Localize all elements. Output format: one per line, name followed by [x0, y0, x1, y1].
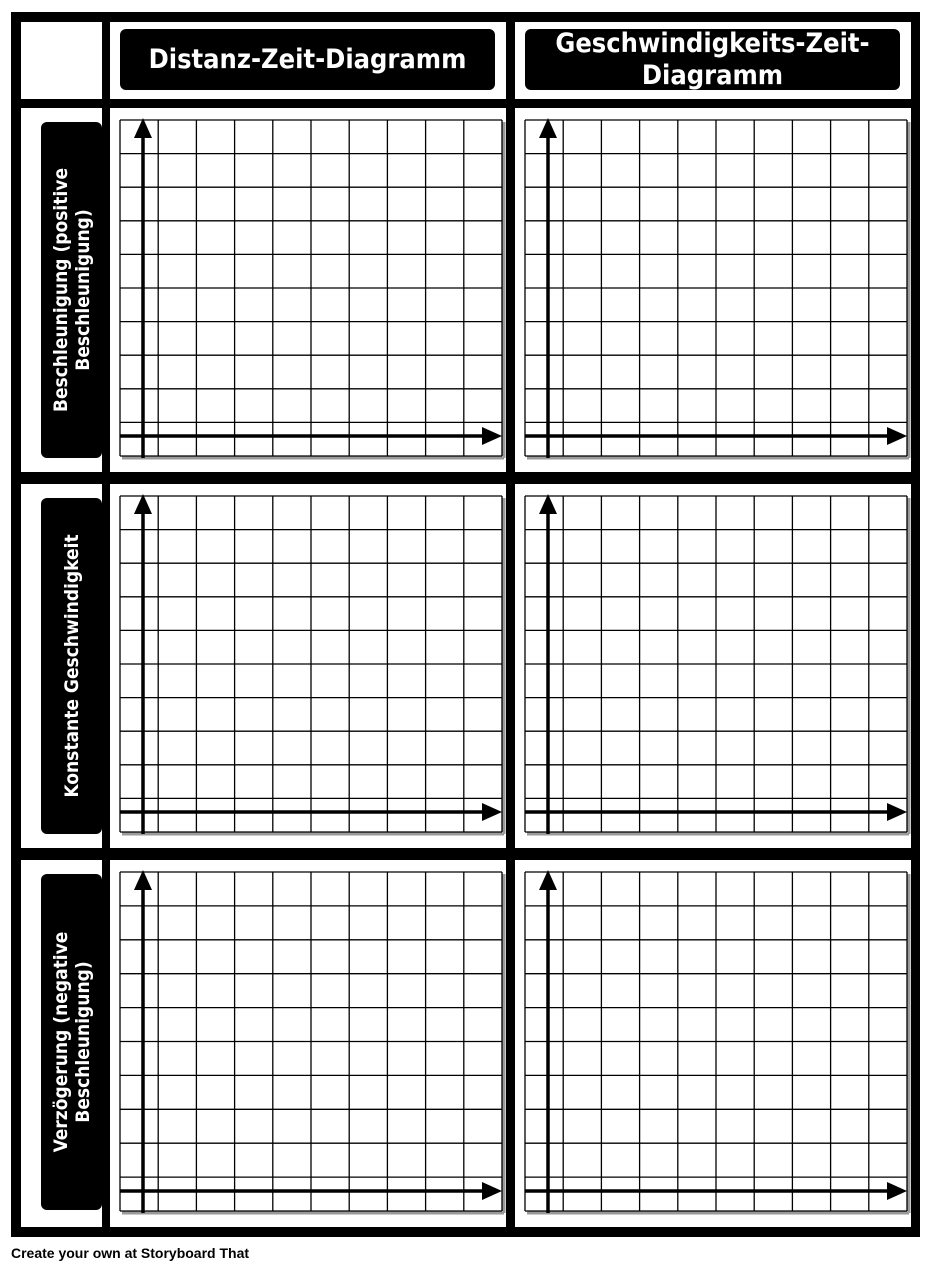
graph-grid[interactable]: [515, 108, 911, 472]
y-axis-arrow-icon: [539, 118, 557, 138]
column-header-velocity-time: [515, 22, 911, 99]
row-title-pill-deceleration: [41, 874, 102, 1210]
row-header-constant-velocity: [21, 484, 102, 848]
y-axis-arrow-icon: [539, 494, 557, 514]
graph-cell-deceleration-velocity-time[interactable]: [515, 860, 911, 1227]
x-axis-arrow-icon: [482, 803, 502, 821]
row-header-deceleration: [21, 860, 102, 1227]
corner-cell: [21, 22, 102, 99]
graph-grid[interactable]: [110, 108, 506, 472]
x-axis-arrow-icon: [482, 427, 502, 445]
graph-cell-acceleration-distance-time[interactable]: [110, 108, 506, 472]
column-title-distance-time: Distanz-Zeit-Diagramm: [120, 29, 495, 90]
x-axis-arrow-icon: [887, 427, 907, 445]
graph-grid[interactable]: [515, 484, 911, 848]
y-axis-arrow-icon: [134, 494, 152, 514]
row-title-deceleration: Verzögerung (negative Beschleunigung): [49, 931, 94, 1153]
y-axis-arrow-icon: [539, 870, 557, 890]
graph-cell-constant-velocity-time[interactable]: [515, 484, 911, 848]
y-axis-arrow-icon: [134, 118, 152, 138]
x-axis-arrow-icon: [887, 1182, 907, 1200]
x-axis-arrow-icon: [482, 1182, 502, 1200]
row-title-pill-constant-velocity: [41, 498, 102, 834]
graph-cell-acceleration-velocity-time[interactable]: [515, 108, 911, 472]
column-title-velocity-time: Geschwindigkeits-Zeit-Diagramm: [525, 29, 900, 90]
graph-grid[interactable]: [110, 484, 506, 848]
footer-credit[interactable]: Create your own at Storyboard That: [11, 1245, 250, 1261]
x-axis-arrow-icon: [887, 803, 907, 821]
row-title-pill-acceleration: [41, 122, 102, 458]
graph-cell-deceleration-distance-time[interactable]: [110, 860, 506, 1227]
row-title-acceleration: Beschleunigung (positive Beschleunigung): [49, 167, 94, 413]
graph-cell-constant-distance-time[interactable]: [110, 484, 506, 848]
column-header-distance-time: [110, 22, 506, 99]
storyboard-table: [11, 12, 920, 1237]
graph-grid[interactable]: [515, 860, 911, 1227]
y-axis-arrow-icon: [134, 870, 152, 890]
row-header-acceleration: [21, 108, 102, 472]
row-title-constant-velocity: Konstante Geschwindigkeit: [60, 534, 83, 798]
graph-grid[interactable]: [110, 860, 506, 1227]
